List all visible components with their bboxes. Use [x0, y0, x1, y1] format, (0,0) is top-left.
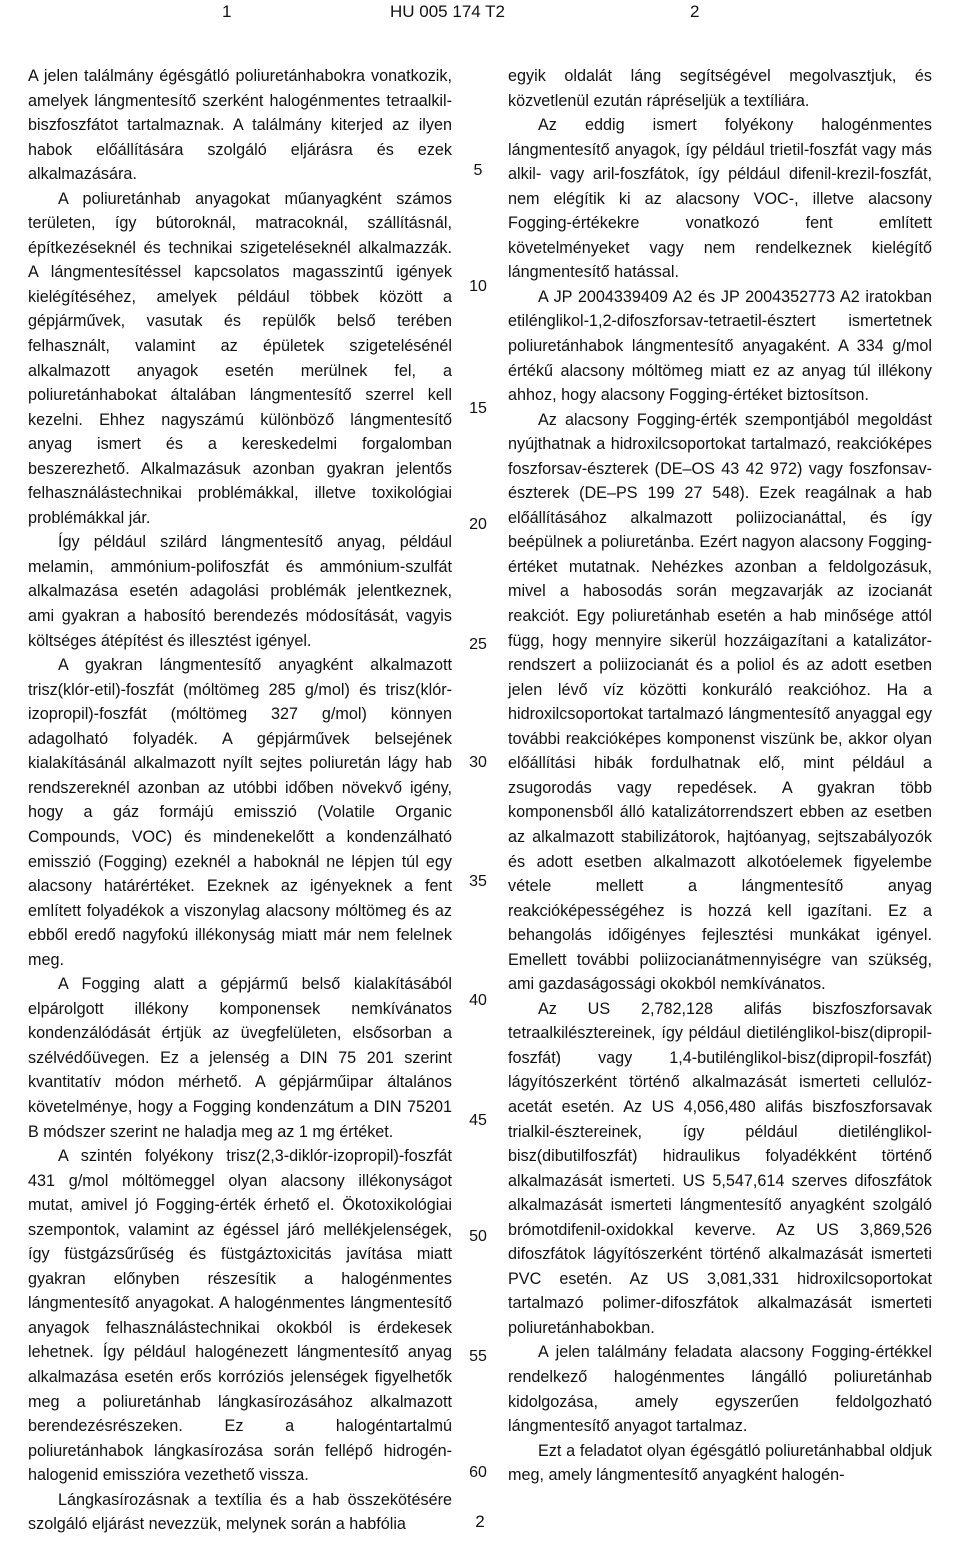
- footer-page-number: 2: [475, 1512, 485, 1531]
- paragraph: A JP 2004339409 A2 és JP 2004352773 A2 iratokban etilénglikol-1,2-difoszforsav-tetraetil-észtert ismertetnek poliuretánhabok lángmentesítő anyagaként. A 334 g/mol értékű alacsony móltömeg miatt ez az anyag túl illékony ahhoz, hogy alacsony Fogging-értéket biztosítson.: [508, 287, 932, 405]
- paragraph: Az alacsony Fogging-érték szempontjából megoldást nyújthatnak a hidroxilcsoportokat tartalmazó, reakcióképes foszforsav-észterek (DE–OS 43 42 972) vagy foszfonsav-észterek (DE–PS 199 27 548). Ezek reagálnak a hab előállításához alkalmazott poliizocianáttal, és így beépülnek a poliuretánba. Ezért nagyon alacsony Fogging-értéket mutatnak. Nehézkes azonban a feldolgozásuk, mivel a habosodás során megzavarják az izocianát reakciót. Egy poliuretánhab esetén a hab minősége attól függ, hogy mennyire sikerül hozzáigazítani a katalizátor-rendszert a poliizocianát és a poliol és az adott esetben jelen lévő víz közötti konkuráló reakcióhoz. Ha a hidroxilcsoportokat tartalmazó lángmentesítő anyaggal egy további reakcióképes komponenst viszünk be, akkor olyan előállítási hibák fordulhatnak elő, mint például a zsugorodás vagy repedések. A gyakran több komponensből álló katalizátorrendszert ebben az esetben az alkalmazott stabilizátorok, hajtóanyag, sejtszabályozók és adott esetben alkalmazott alkotóelemek figyelembe vétele mellett a lángmentesítő anyag reakcióképességéhez is hozzá kell igazítani. Ez a behangolás időigényes fejlesztési munkákat igényel. Emellett további poliizocianátmennyiségre van szükség, ami gazdaságossági okokból nemkívánatos.: [508, 410, 932, 994]
- line-number: 35: [469, 873, 487, 890]
- paragraph: Az US 2,782,128 alifás biszfoszforsavak tetraalkilésztereinek, így például dietilénglikol-bisz(dipropil-foszfát) vagy 1,4-butilénglikol-bisz(dipropil-foszfát) lágyítószerként történő alkalmazását ismerteti cellulóz-acetát esetén. Az US 4,056,480 alifás biszfoszforsavak trialkil-észtereinek, így például dietilénglikol-bisz(dibutilfoszfát) hidraulikus folyadékként történő alkalmazását ismerteti. US 5,547,614 szerves difoszfátok alkalmazását ismerteti lángmentesítő anyagként szolgáló brómotdifenil-oxidokkal keverve. Az US 3,869,526 difoszfátok lágyítószerként történő alkalmazását ismerteti PVC esetén. Az US 3,081,331 hidroxilcsoportokat tartalmazó polimer-difoszfátok alkalmazását ismerteti poliuretánhabokban.: [508, 999, 932, 1337]
- line-number: 60: [469, 1464, 487, 1481]
- paragraph: Így például szilárd lángmentesítő anyag, például melamin, ammónium-polifoszfát és ammónium-szulfát alkalmazása esetén adagolási problémák jelentkeznek, ami gyakran a habosító berendezés módosítását, vagyis költséges átépítést és illesztést igényel.: [28, 533, 452, 650]
- paragraph: A jelen találmány égésgátló poliuretánhabokra vonatkozik, amelyek lángmentesítő szerként halogénmentes tetraalkil-biszfoszfátot tartalmaznak. A találmány kiterjed az ilyen habok előállítására szolgáló eljárásra és ezek alkalmazására.: [28, 67, 452, 184]
- page-footer: [0, 1512, 960, 1532]
- right-column: [508, 64, 932, 1488]
- paragraph: A poliuretánhab anyagokat műanyagként számos területen, így bútoroknál, matracoknál, szállításnál, építkezéseknél és technikai szigeteléseknél alkalmazzák. A lángmentesítéssel kapcsolatos magasszintű igények kielégítéséhez, amelyek például többek között a gépjárművek, vasutak és repülők belső terében felhasznált, valamint az épületek szigetelésénél alkalmazott anyagok esetén merülnek fel, a poliuretánhabokat általában lángmentesítő szerrel kell kezelni. Ehhez nagyszámú különböző lángmentesítő anyag ismert és a kereskedelmi forgalomban beszerezhető. Alkalmazásuk azonban gyakran jelentős felhasználástechnikai problémákkal, illetve toxikológiai problémákkal jár.: [28, 189, 452, 527]
- paragraph: egyik oldalát láng segítségével megolvasztjuk, és közvetlenül ezután rápréseljük a textíliára.: [508, 67, 932, 110]
- paragraph: Lángkasírozásnak a textília és a hab összekötésére szolgáló eljárást nevezzük, melynek során a habfólia: [28, 1490, 452, 1534]
- line-number-gutter: [460, 0, 496, 1541]
- right-page-number: 2: [690, 2, 700, 21]
- left-column: [28, 64, 452, 1537]
- line-number: 55: [469, 1348, 487, 1365]
- paragraph: A Fogging alatt a gépjármű belső kialakításából elpárolgott illékony komponensek nemkívánatos kondenzálódását értjük az üvegfelületen, elsősorban a szélvédőüvegen. Ez a jelenség a DIN 75 201 szerint kvantitatív módon mérhető. A gépjárműipar általános követelménye, hogy a Fogging kondenzátum a DIN 75201 B módszer szerint ne haladja meg az 1 mg értéket.: [28, 975, 452, 1141]
- line-number: 50: [469, 1228, 487, 1245]
- line-number: 45: [469, 1112, 487, 1129]
- paragraph: A jelen találmány feladata alacsony Fogging-értékkel rendelkező halogénmentes lángálló poliuretánhab kidolgozása, amely egyszerűen feldolgozható lángmentesítő anyagot tartalmaz.: [508, 1343, 932, 1436]
- paragraph: A gyakran lángmentesítő anyagként alkalmazott trisz(klór-etil)-foszfát (móltömeg 285 g/mol) és trisz(klór-izopropil)-foszfát (móltömeg 327 g/mol) könnyen adagolható folyadék. A gépjárművek belsejének kialakításánál alkalmazott nyílt sejtes poliuretán lágy hab rendszereknél azonban az utóbbi időben növekvő igény, hogy a gáz formájú emisszió (Volatile Organic Compounds, VOC) és mindenekelőtt a kondenzálható emisszió (Fogging) ezeknél a haboknál ne lépjen túl egy alacsony határértéket. Ezeknek az igényeknek a fent említett folyadékok a viszonylag alacsony móltömeg és az ebből eredő nagyfokú illékonyság miatt már nem felelnek meg.: [28, 656, 452, 969]
- line-number: 40: [469, 992, 487, 1009]
- line-number: 5: [473, 162, 483, 179]
- patent-number: HU 005 174 T2: [390, 2, 505, 21]
- line-number: 25: [469, 636, 487, 653]
- line-number: 20: [469, 516, 487, 533]
- left-page-number: 1: [222, 2, 232, 21]
- paragraph: Ezt a feladatot olyan égésgátló poliuretánhabbal oldjuk meg, amely lángmentesítő anyagként halogén-: [508, 1441, 932, 1485]
- line-number: 10: [469, 278, 487, 295]
- paragraph: A szintén folyékony trisz(2,3-diklór-izopropil)-foszfát 431 g/mol móltömeggel olyan alacsony illékonyságot mutat, amivel jó Fogging-érték érhető el. Ökotoxikológiai szempontok, valamint az égéssel járó mellékjelenségek, így füstgázsűrűség és füstgáztoxicitás javítása miatt gyakran előnyben részesítik a halogénmentes lángmentesítő anyagokat. A halogénmentes lángmentesítő anyagok felhasználástechnikai okokból is érdekesek lehetnek. Így például halogénezett lángmentesítő anyag alkalmazása esetén erős korróziós jelenségek figyelhetők meg a poliuretánhab lángkasírozásához alkalmazott berendezésrészeken. Ez a halogéntartalmú poliuretánhabok lángkasírozása során fellépő hidrogén-halogenid emisszióra vezethető vissza.: [28, 1147, 452, 1485]
- line-number: 30: [469, 754, 487, 771]
- line-number: 15: [469, 400, 487, 417]
- paragraph: Az eddig ismert folyékony halogénmentes lángmentesítő anyagok, így például trietil-foszfát vagy más alkil- vagy aril-foszfátok, így például difenil-krezil-foszfát, nem elégítik ki az alacsony VOC-, illetve alacsony Fogging-értékekre vonatkozó fent említett követelményeket vagy nem rendelkeznek kielégítő lángmentesítő hatással.: [508, 116, 932, 282]
